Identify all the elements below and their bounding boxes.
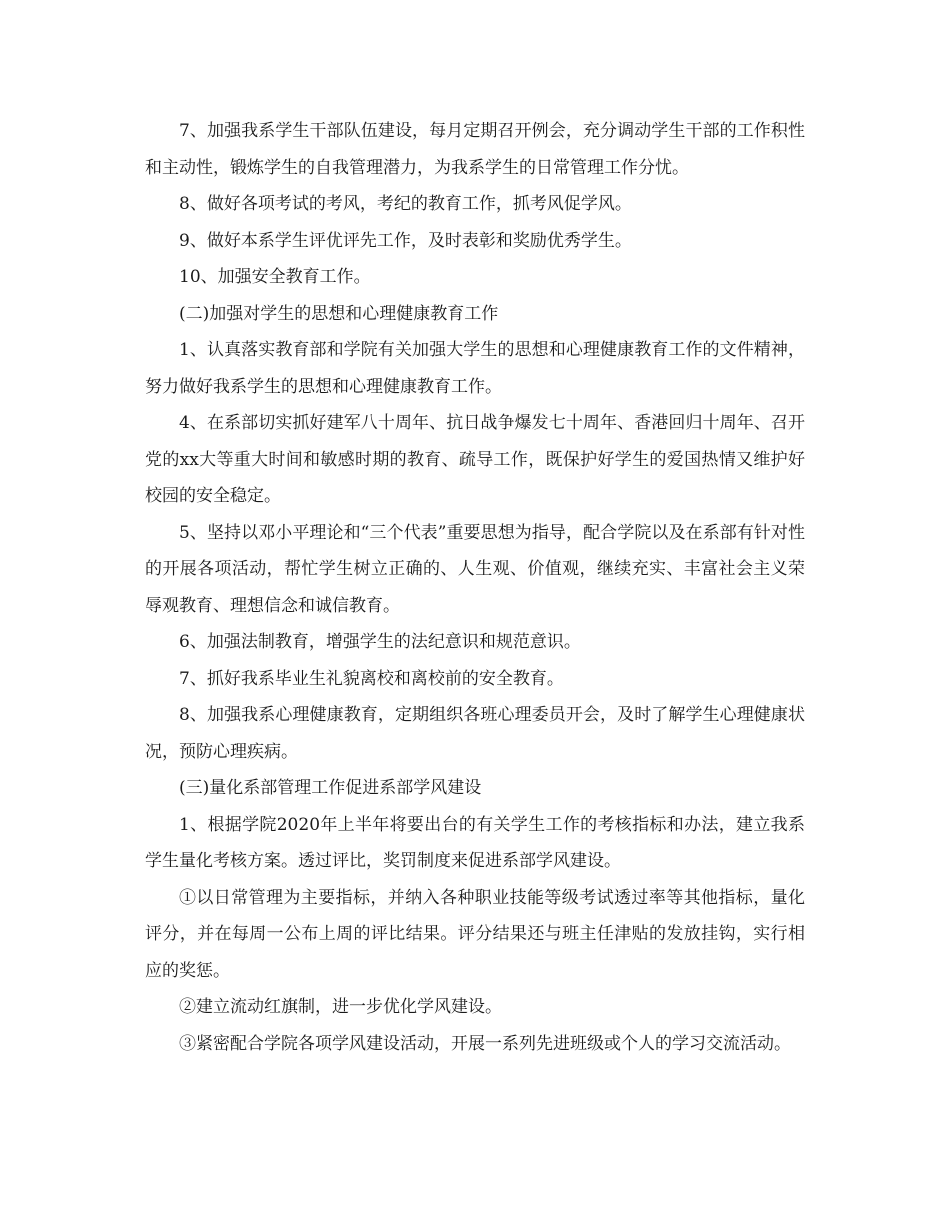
paragraph: 5、坚持以邓小平理论和“三个代表”重要思想为指导，配合学院以及在系部有针对性的开展各项活动，帮忙学生树立正确的、人生观、价值观，继续充实、丰富社会主义荣辱观教育、理想信念和诚信教育。	[145, 522, 805, 616]
paragraph: 9、做好本系学生评优评先工作，及时表彰和奖励优秀学生。	[179, 230, 632, 251]
paragraph: 1、认真落实教育部和学院有关加强大学生的思想和心理健康教育工作的文件精神，努力做好我系学生的思想和心理健康教育工作。	[145, 340, 805, 397]
section-heading: (三)量化系部管理工作促进系部学风建设	[179, 778, 482, 798]
paragraph: 7、抓好我系毕业生礼貌离校和离校前的安全教育。	[179, 668, 564, 689]
paragraph: 4、在系部切实抓好建军八十周年、抗日战争爆发七十周年、香港回归十周年、召开党的xx大等重大时间和敏感时期的教育、疏导工作，既保护好学生的爱国热情又维护好校园的安全稳定。	[145, 413, 805, 506]
document-body	[145, 113, 805, 1062]
paragraph: 6、加强法制教育，增强学生的法纪意识和规范意识。	[179, 632, 581, 652]
paragraph: ②建立流动红旗制，进一步优化学风建设。	[179, 997, 502, 1017]
section-heading: (二)加强对学生的思想和心理健康教育工作	[179, 303, 499, 324]
paragraph: ③紧密配合学院各项学风建设活动，开展一系列先进班级或个人的学习交流活动。	[179, 1033, 791, 1054]
paragraph: 10、加强安全教育工作。	[179, 267, 371, 287]
paragraph: ①以日常管理为主要指标，并纳入各种职业技能等级考试透过率等其他指标，量化评分，并在每周一公布上周的评比结果。评分结果还与班主任津贴的发放挂钩，实行相应的奖惩。	[145, 887, 805, 981]
paragraph: 8、做好各项考试的考风，考纪的教育工作，抓考风促学风。	[179, 194, 632, 214]
paragraph: 7、加强我系学生干部队伍建设，每月定期召开例会，充分调动学生干部的工作积性和主动性，锻炼学生的自我管理潜力，为我系学生的日常管理工作分忧。	[145, 121, 805, 178]
paragraph: 8、加强我系心理健康教育，定期组织各班心理委员开会，及时了解学生心理健康状况，预防心理疾病。	[145, 705, 805, 762]
paragraph: 1、根据学院2020年上半年将要出台的有关学生工作的考核指标和办法，建立我系学生量化考核方案。透过评比，奖罚制度来促进系部学风建设。	[145, 814, 805, 871]
